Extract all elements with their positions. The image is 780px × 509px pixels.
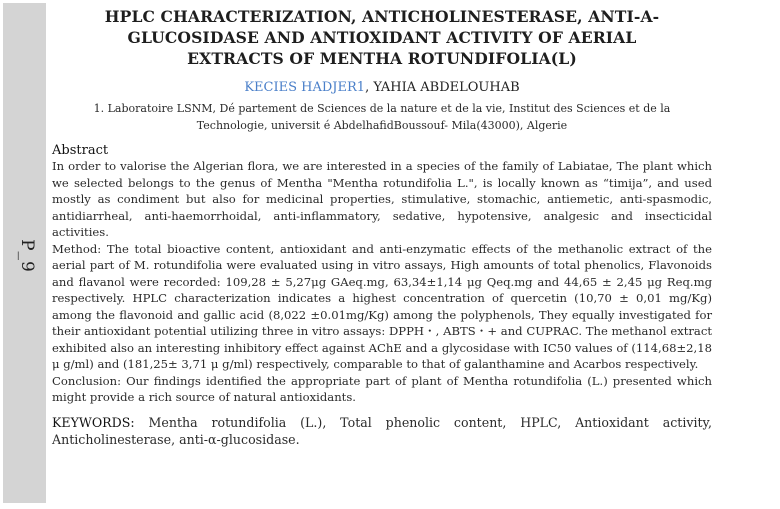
abstract-conclusion-paragraph: Conclusion: Our findings identified the appropriate part of plant of Mentha rotundifolia (L.) presented which might provide a rich source of natural antioxidants. — [52, 373, 712, 404]
author-secondary: YAHIA ABDELOUHAB — [373, 80, 520, 95]
paper-title: HPLC CHARACTERIZATION, ANTICHOLINESTERASE, ANTI-Α-GLUCOSIDASE AND ANTIOXIDANT ACTIVITY OF AERIAL EXTRACTS OF MENTHA ROTUNDIFOLIA(L) — [104, 7, 660, 68]
abstract-intro-paragraph: In order to valorise the Algerian flora, we are interested in a species of the family of Labiatae, The plant which we selected belongs to the genus of Mentha "Mentha rotundifolia L.", is locally known as “timija”, and used mostly as condiment but also for medicinal properties, stimulative, stomachic, antiemetic, anti-spasmodic, antidiarrheal, anti-haemorrhoidal, anti-inflammatory, sedative, hypotensive, analgesic and insecticidal activities. — [52, 159, 712, 239]
keywords-label: KEYWORDS: — [52, 414, 135, 430]
paper-content — [52, 6, 712, 448]
keywords-line — [52, 414, 712, 448]
page-sidebar — [3, 3, 46, 503]
author-line — [52, 79, 712, 96]
keywords-text: Mentha rotundifolia (L.), Total phenolic content, HPLC, Antioxidant activity, Anticholinesterase, anti-α-glucosidase. — [52, 414, 712, 447]
page-number-label: P_9 — [17, 239, 37, 273]
author-separator: , — [365, 80, 374, 95]
abstract-heading: Abstract — [52, 143, 109, 158]
abstract-method-paragraph: Method: The total bioactive content, antioxidant and anti-enzymatic effects of the methanolic extract of the aerial part of M. rotundifolia were evaluated using in vitro assays, High amounts of total phenolics, Flavonoids and flavanol were recorded: 109,28 ± 5,27μg GAeq.mg, 63,34±1,14 μg Qeq.mg and 44,65 ± 2,45 μg Req.mg respectively. HPLC characterization indicates a highest concentration of quercetin (10,70 ± 0,01 mg/Kg) among the flavonoid and gallic acid (8,022 ±0.01mg/Kg) among the polyphenols, They equally investigated for their antioxidant potential utilizing three in vitro assays: DPPH・, ABTS・+ and CUPRAC. The methanol extract exhibited also an interesting inhibitory effect against AChE and a glycosidase with IC50 values of (114,68±2,18 μ g/ml) and (181,25± 3,71 μ g/ml) respectively, comparable to that of galanthamine and Acarbos respectively. — [52, 241, 712, 371]
author-primary[interactable]: KECIES HADJER1 — [244, 80, 366, 95]
affiliation: 1. Laboratoire LSNM, Dé partement de Sciences de la nature et de la vie, Institut des Sciences et de la Technologie, universit é AbdelhafidBoussouf- Mila(43000), Algerie — [93, 102, 671, 132]
